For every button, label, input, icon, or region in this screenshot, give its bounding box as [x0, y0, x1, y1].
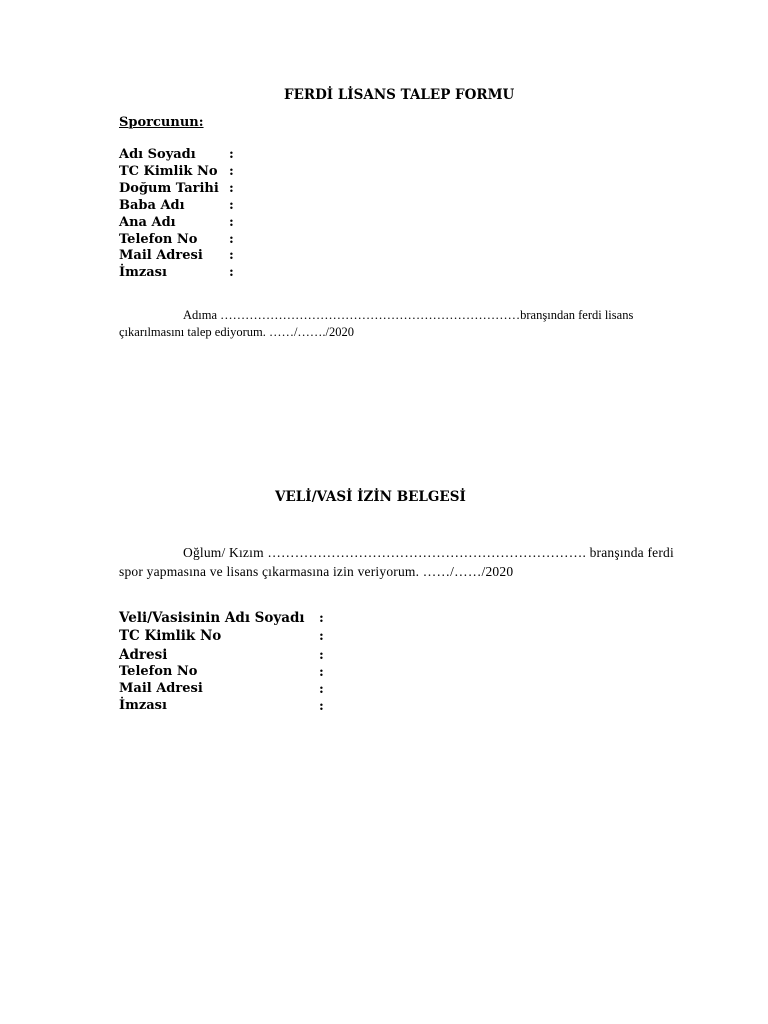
- field-sep: :: [319, 699, 324, 714]
- field-sep: :: [229, 147, 234, 162]
- field-sep: :: [229, 164, 234, 179]
- field-sep: :: [229, 248, 234, 263]
- field-label-veli-adi-soyadi: Veli/Vasisinin Adı Soyadı: [119, 610, 305, 626]
- form1-title: FERDİ LİSANS TALEP FORMU: [284, 87, 515, 103]
- form2-title: VELİ/VASİ İZİN BELGESİ: [275, 489, 466, 505]
- form1-paragraph-line2: çıkarılmasını talep ediyorum. ……/……./2020: [119, 325, 355, 339]
- form1-paragraph-line1: Adıma ………………………………………………………………branşından ferdi lisans: [183, 308, 634, 322]
- field-sep: :: [319, 611, 324, 626]
- field-label-telefon-no: Telefon No: [119, 664, 198, 679]
- field-sep: :: [319, 648, 324, 663]
- field-label-telefon-no: Telefon No: [119, 232, 198, 247]
- field-sep: :: [319, 629, 324, 644]
- field-sep: :: [229, 265, 234, 280]
- field-label-ana-adi: Ana Adı: [119, 215, 176, 230]
- field-sep: :: [229, 198, 234, 213]
- field-label-imzasi: İmzası: [119, 265, 167, 280]
- form2-paragraph-line1: Oğlum/ Kızım ……………………………………………………………. branşında ferdi: [183, 545, 674, 560]
- form2-paragraph-line2: spor yapmasına ve lisans çıkarmasına izin veriyorum. ……/……/2020: [119, 564, 514, 579]
- field-sep: :: [319, 665, 324, 680]
- field-sep: :: [229, 232, 234, 247]
- field-label-imzasi: İmzası: [119, 698, 167, 713]
- field-sep: :: [229, 181, 234, 196]
- field-label-adi-soyadi: Adı Soyadı: [119, 147, 196, 162]
- field-sep: :: [319, 682, 324, 697]
- field-label-tc-kimlik-no: TC Kimlik No: [119, 164, 218, 179]
- field-label-mail-adresi: Mail Adresi: [119, 681, 203, 696]
- field-label-tc-kimlik-no: TC Kimlik No: [119, 628, 222, 644]
- field-label-adresi: Adresi: [119, 647, 168, 663]
- field-sep: :: [229, 215, 234, 230]
- field-label-mail-adresi: Mail Adresi: [119, 248, 203, 263]
- field-label-baba-adi: Baba Adı: [119, 198, 185, 213]
- field-label-dogum-tarihi: Doğum Tarihi: [119, 181, 219, 196]
- section-label-sporcunun: Sporcunun:: [119, 115, 204, 130]
